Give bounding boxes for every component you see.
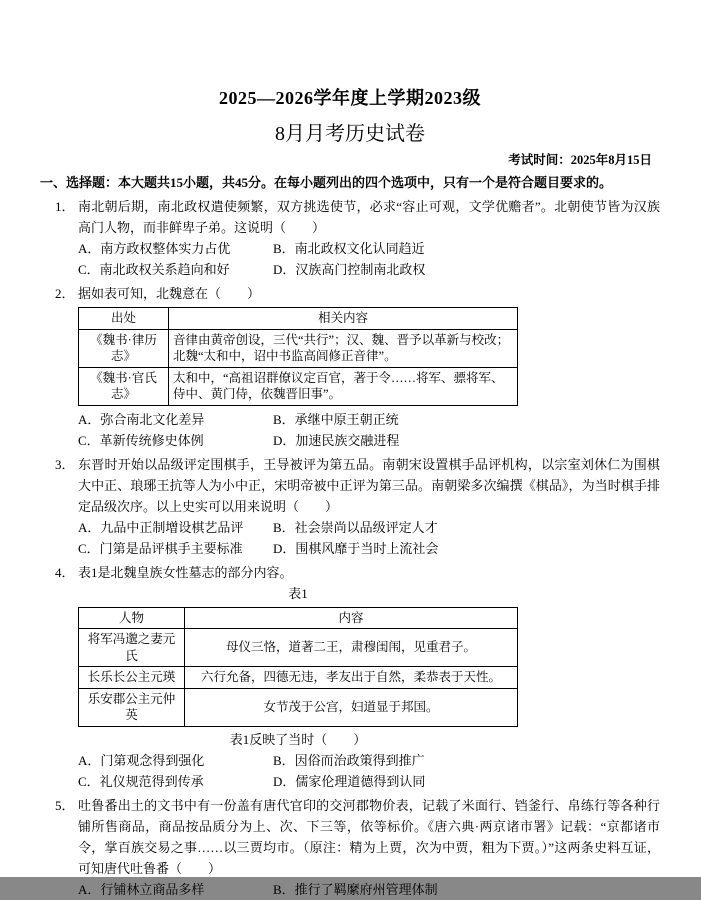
question-4-prompt: 表1反映了当时（ ） [229, 731, 367, 747]
question-5-options [78, 879, 660, 900]
question-2-table [78, 307, 518, 406]
table-cell-person: 长乐长公主元瑛 [79, 667, 185, 689]
table-cell-content: 音律由黄帝创设，三代“共行”；汉、魏、晋予以革新与校改；北魏“太和中，诏中书监高闾修正音律”。 [169, 329, 518, 367]
question-2 [40, 283, 660, 451]
question-3-options [78, 517, 660, 559]
question-1-options [78, 238, 660, 280]
question-1-option-a: A．南方政权整体实力占优 [78, 241, 231, 256]
question-5-stem: 吐鲁番出土的文书中有一份盖有唐代官印的交河郡物价表，记载了米面行、铛釜行、帛练行等各种行铺所售商品，商品按品质分为上、次、下三等，依等标价。《唐六典·两京诸市署》记载：“京都诸市令，掌百族交易之事……以三贾均市。（原注：精为上贾，次为中贾，粗为下贾。）”这两条史料互证，可知唐代吐鲁番（ ） [78, 797, 660, 876]
question-5-option-b: B．推行了羁縻府州管理体制 [273, 881, 438, 897]
question-2-number: 2． [55, 286, 75, 301]
table-1-caption: 表1 [288, 585, 308, 601]
question-4-option-c: C．礼仪规范得到传承 [78, 773, 204, 789]
table-header-person: 人物 [79, 607, 185, 629]
question-4-option-b: B．因俗而治政策得到推广 [273, 752, 425, 768]
question-2-option-a: A．弥合南北文化差异 [78, 411, 205, 427]
question-4-table [78, 607, 518, 727]
question-3-number: 3． [55, 456, 75, 472]
table-cell-content: 女节茂于公宫，妇道显于邦国。 [185, 688, 518, 726]
exam-title-line1: 2025—2026学年度上学期2023级 [219, 88, 481, 108]
exam-time: 考试时间：2025年8月15日 [508, 153, 652, 167]
question-4-option-a: A．门第观念得到强化 [78, 752, 205, 768]
question-3 [40, 454, 660, 559]
question-5-number: 5． [55, 797, 75, 813]
question-2-option-c: C．革新传统修史体例 [78, 432, 204, 448]
table-cell-content: 母仪三恪，道著二王，肃穆闺闱，见重君子。 [185, 629, 518, 667]
table-cell-person: 将军冯邈之妻元氏 [79, 629, 185, 667]
question-1-option-b: B．南北政权文化认同趋近 [273, 241, 425, 256]
question-3-option-b: B．社会崇尚以品级评定人才 [273, 519, 438, 535]
table-row [79, 667, 518, 689]
question-1-option-d: D．汉族高门控制南北政权 [273, 262, 426, 277]
table-header-source: 出处 [79, 308, 169, 330]
question-5-option-a: A．行铺林立商品多样 [78, 881, 205, 897]
question-3-option-c: C．门第是品评棋手主要标准 [78, 540, 243, 556]
question-1 [40, 196, 660, 280]
table-cell-content: 太和中，“高祖诏群僚议定百官，著于令……将军、骠将军、侍中、黄门侍，依魏晋旧事”。 [169, 367, 518, 405]
question-4-options [78, 750, 660, 792]
table-row [79, 367, 518, 405]
question-4-stem: 表1是北魏皇族女性墓志的部分内容。 [78, 564, 293, 580]
question-3-option-d: D．围棋风靡于当时上流社会 [273, 540, 439, 556]
question-2-option-d: D．加速民族交融进程 [273, 432, 400, 448]
table-cell-content: 六行允备，四德无违，孝友出于自然，柔恭表于天性。 [185, 667, 518, 689]
question-3-stem: 东晋时开始以品级评定围棋手，王导被评为第五品。南朝宋设置棋手品评机构，以宗室刘休仁为围棋大中正、琅琊王抗等人为小中正，宋明帝被中正评为第三品。南朝梁多次编撰《棋品》，为当时棋手排定品级次序。以上史实可以用来说明（ ） [78, 456, 660, 514]
table-cell-person: 乐安郡公主元仲英 [79, 688, 185, 726]
question-1-number: 1． [55, 199, 75, 214]
exam-title-line2: 8月月考历史试卷 [275, 123, 425, 145]
table-header-content: 相关内容 [169, 308, 518, 330]
question-1-stem: 南北朝后期，南北政权遣使频繁，双方挑选使节，必求“容止可观，文学优赡者”。北朝使节皆为汉族高门人物，而非鲜卑子弟。这说明（ ） [78, 199, 660, 235]
question-4 [40, 562, 660, 792]
section-title: 一、选择题：本大题共15小题，共45分。在每小题列出的四个选项中，只有一个是符合题目要求的。 [40, 175, 613, 190]
question-2-stem: 据如表可知，北魏意在（ ） [78, 286, 261, 301]
question-1-option-c: C．南北政权关系趋向和好 [78, 262, 230, 277]
question-2-option-b: B．承继中原王朝正统 [273, 411, 399, 427]
table-row [79, 688, 518, 726]
question-3-option-a: A．九品中正制增设棋艺品评 [78, 519, 244, 535]
table-row [79, 329, 518, 367]
question-5 [40, 795, 660, 900]
table-header-content: 内容 [185, 607, 518, 629]
question-4-number: 4． [55, 564, 75, 580]
question-2-options [78, 409, 660, 451]
table-cell-source: 《魏书·官氏志》 [79, 367, 169, 405]
table-cell-source: 《魏书·律历志》 [79, 329, 169, 367]
question-4-option-d: D．儒家伦理道德得到认同 [273, 773, 426, 789]
table-row [79, 629, 518, 667]
